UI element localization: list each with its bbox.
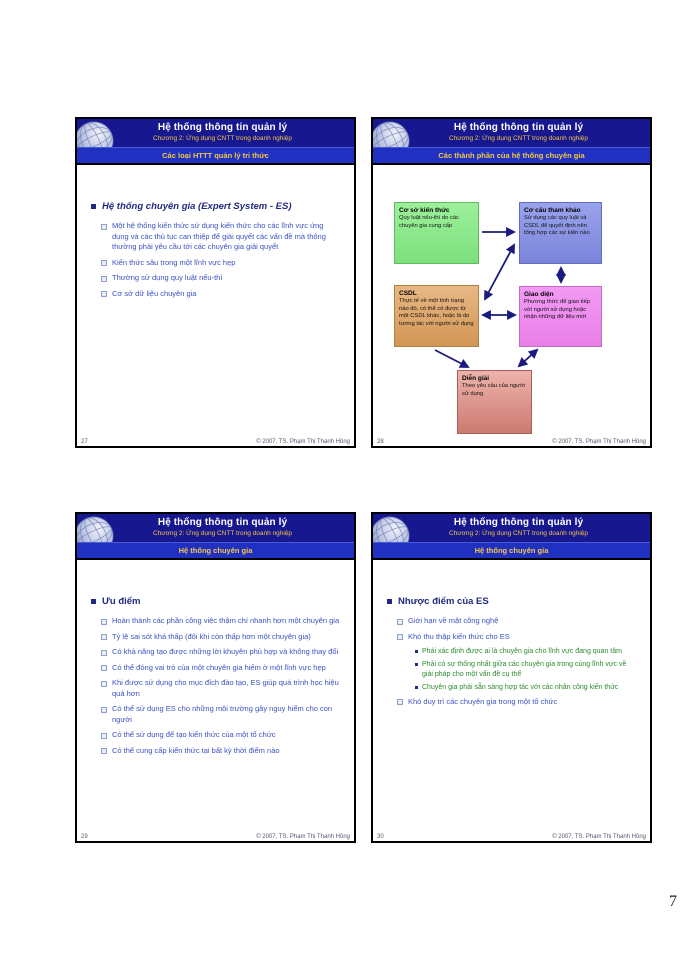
box-body: Quy luật nếu-thì do các chuyên gia cung cấp bbox=[399, 215, 459, 229]
section-heading bbox=[387, 596, 638, 607]
diagram-box-explanation bbox=[457, 370, 532, 434]
box-title: CSDL bbox=[399, 290, 417, 297]
copyright-text: © 2007, TS. Phạm Thị Thanh Hồng bbox=[256, 834, 350, 840]
bullet-text: Khó duy trì các chuyên gia trong một tổ chức bbox=[408, 696, 558, 706]
square-bullet-icon bbox=[415, 663, 418, 666]
slide-chapter: Chương 2: Ứng dụng CNTT trong doanh nghiệp bbox=[448, 530, 589, 537]
bullet-item bbox=[101, 273, 342, 284]
slide-header bbox=[77, 119, 354, 165]
bullet-item bbox=[101, 616, 342, 627]
slide-header bbox=[77, 514, 354, 560]
square-bullet-icon bbox=[397, 619, 403, 625]
square-bullet-icon bbox=[101, 291, 107, 297]
slide-topic-bar: Các loại HTTT quản lý tri thức bbox=[77, 147, 354, 163]
slide-number: 29 bbox=[81, 834, 88, 840]
slide-topic-bar: Hệ thống chuyên gia bbox=[77, 542, 354, 558]
box-title: Diễn giải bbox=[462, 375, 490, 382]
slide-27 bbox=[75, 117, 356, 448]
slide-chapter: Chương 2: Ứng dụng CNTT trong doanh nghiệp bbox=[448, 135, 589, 142]
slide-body bbox=[77, 560, 354, 841]
slide-chapter: Chương 2: Ứng dụng CNTT trong doanh nghiệp bbox=[152, 135, 293, 142]
slide-28 bbox=[371, 117, 652, 448]
slide-title: Hệ thống thông tin quản lý bbox=[453, 122, 584, 133]
square-bullet-icon bbox=[101, 619, 107, 625]
square-bullet-icon bbox=[101, 260, 107, 266]
sub-bullet-item bbox=[415, 647, 638, 656]
square-bullet-icon bbox=[415, 686, 418, 689]
square-bullet-icon bbox=[101, 707, 107, 713]
slide-header bbox=[373, 514, 650, 560]
box-title: Giao diện bbox=[524, 291, 554, 298]
copyright-text: © 2007, TS. Phạm Thị Thanh Hồng bbox=[552, 439, 646, 445]
box-body: Theo yêu cầu của người sử dụng bbox=[462, 383, 526, 397]
bullet-text: Phải có sự thống nhất giữa các chuyên gia trong cùng lĩnh vực về giải pháp cho một vấn đề cụ thể bbox=[422, 661, 627, 678]
square-bullet-icon bbox=[101, 748, 107, 754]
bullet-text: Có thể sử dụng để tạo kiến thức của một tổ chức bbox=[112, 730, 276, 739]
bullet-text: Khi được sử dụng cho mục đích đào tạo, ES giúp quá trình học hiệu quả hơn bbox=[112, 678, 339, 698]
bullet-text: Có thể sử dụng ES cho những môi trường gây nguy hiểm cho con người bbox=[112, 704, 333, 724]
square-bullet-icon bbox=[387, 599, 392, 604]
box-body: Phương thức để giao tiếp với người sử dụng hoặc nhận những dữ liệu mới bbox=[524, 299, 591, 321]
bullet-item bbox=[101, 221, 342, 253]
slide-title: Hệ thống thông tin quản lý bbox=[453, 517, 584, 528]
square-bullet-icon bbox=[91, 204, 96, 209]
bullet-item bbox=[397, 616, 638, 627]
slide-29 bbox=[75, 512, 356, 843]
square-bullet-icon bbox=[415, 650, 418, 653]
section-heading bbox=[91, 596, 342, 607]
slide-body bbox=[373, 165, 650, 446]
slide-30 bbox=[371, 512, 652, 843]
bullet-item bbox=[397, 632, 638, 643]
bullet-text: Thường sử dụng quy luật nếu-thì bbox=[112, 273, 223, 282]
bullet-item bbox=[101, 289, 342, 300]
diagram-box-database bbox=[394, 285, 479, 347]
box-body: Sử dụng các quy luật và CSDL để quyết định nên tổng hợp các sự kiện nào bbox=[524, 215, 590, 237]
box-title: Cơ sở kiến thức bbox=[399, 207, 450, 214]
bullet-item bbox=[101, 746, 342, 757]
bullet-text: Tỷ lệ sai sót khá thấp (đôi khi còn thấp hơn một chuyên gia) bbox=[112, 631, 311, 641]
slide-chapter: Chương 2: Ứng dụng CNTT trong doanh nghiệp bbox=[152, 530, 293, 537]
bullet-text: Một hệ thống kiến thức sử dụng kiến thức cho các lĩnh vực ứng dụng và các thủ tục can thiệp để giải quyết các vấn đề mà thông thường phải yêu cầu tới các chuyên gia giải quyết bbox=[112, 221, 326, 251]
diagram-box-inference-engine bbox=[519, 202, 602, 264]
slide-title: Hệ thống thông tin quản lý bbox=[157, 517, 288, 528]
square-bullet-icon bbox=[101, 650, 107, 656]
square-bullet-icon bbox=[101, 634, 107, 640]
sub-bullet-item bbox=[415, 683, 638, 692]
bullet-item bbox=[101, 704, 342, 725]
bullet-item bbox=[101, 663, 342, 674]
slide-title: Hệ thống thông tin quản lý bbox=[157, 122, 288, 133]
expert-system-diagram bbox=[373, 165, 650, 446]
bullet-text: Hoàn thành các phần công việc thậm chí nhanh hơn một chuyên gia bbox=[112, 616, 340, 625]
section-heading bbox=[91, 201, 342, 212]
bullet-text: Giới hạn về mặt công nghệ bbox=[408, 616, 499, 625]
box-body: Thực tế về một tình trạng nào đó, có thể có được từ một CSDL khác, hoặc là do tương tác với người sử dụng bbox=[399, 298, 474, 327]
copyright-text: © 2007, TS. Phạm Thị Thanh Hồng bbox=[256, 439, 350, 445]
slide-topic-bar: Hệ thống chuyên gia bbox=[373, 542, 650, 558]
bullet-text: Chuyên gia phải sẵn sàng hợp tác với các nhân công kiến thức bbox=[422, 684, 619, 692]
diagram-box-knowledge-base bbox=[394, 202, 479, 264]
heading-text: Ưu điểm bbox=[102, 596, 141, 607]
bullet-text: Cơ sở dữ liệu chuyên gia bbox=[112, 288, 197, 298]
square-bullet-icon bbox=[397, 699, 403, 705]
square-bullet-icon bbox=[101, 224, 107, 230]
slide-header bbox=[373, 119, 650, 165]
bullet-text: Có khả năng tạo được những lời khuyên phù hợp và không thay đổi bbox=[112, 647, 339, 656]
bullet-text: Có thể cung cấp kiến thức tại bất kỳ thời điểm nào bbox=[112, 745, 280, 755]
slide-number: 28 bbox=[377, 439, 384, 445]
bullet-item bbox=[397, 697, 638, 708]
slide-number: 30 bbox=[377, 834, 384, 840]
bullet-text: Phải xác định được ai là chuyên gia cho lĩnh vực đang quan tâm bbox=[422, 648, 622, 655]
slide-body bbox=[373, 560, 650, 841]
bullet-item bbox=[101, 730, 342, 741]
slide-body bbox=[77, 165, 354, 446]
square-bullet-icon bbox=[397, 634, 403, 640]
bullet-text: Kiến thức sâu trong một lĩnh vực hẹp bbox=[112, 257, 236, 267]
heading-text: Hệ thống chuyên gia (Expert System - ES) bbox=[102, 201, 292, 212]
slide-topic-bar: Các thành phần của hệ thống chuyên gia bbox=[373, 147, 650, 163]
square-bullet-icon bbox=[101, 665, 107, 671]
bullet-text: Có thể đóng vai trò của một chuyên gia hiếm ở một lĩnh vực hẹp bbox=[112, 662, 326, 672]
box-title: Cơ cấu tham khảo bbox=[524, 207, 581, 214]
page-number: 7 bbox=[669, 893, 677, 910]
heading-text: Nhược điểm của ES bbox=[398, 596, 489, 607]
bullet-item bbox=[101, 678, 342, 699]
sub-bullet-item bbox=[415, 660, 638, 679]
copyright-text: © 2007, TS. Phạm Thị Thanh Hồng bbox=[552, 834, 646, 840]
diagram-box-interface bbox=[519, 286, 602, 347]
slide-number: 27 bbox=[81, 439, 88, 445]
square-bullet-icon bbox=[101, 681, 107, 687]
square-bullet-icon bbox=[91, 599, 96, 604]
bullet-text: Khó thu thập kiến thức cho ES bbox=[408, 631, 510, 641]
square-bullet-icon bbox=[101, 733, 107, 739]
square-bullet-icon bbox=[101, 276, 107, 282]
bullet-item bbox=[101, 647, 342, 658]
bullet-item bbox=[101, 632, 342, 643]
bullet-item bbox=[101, 258, 342, 269]
